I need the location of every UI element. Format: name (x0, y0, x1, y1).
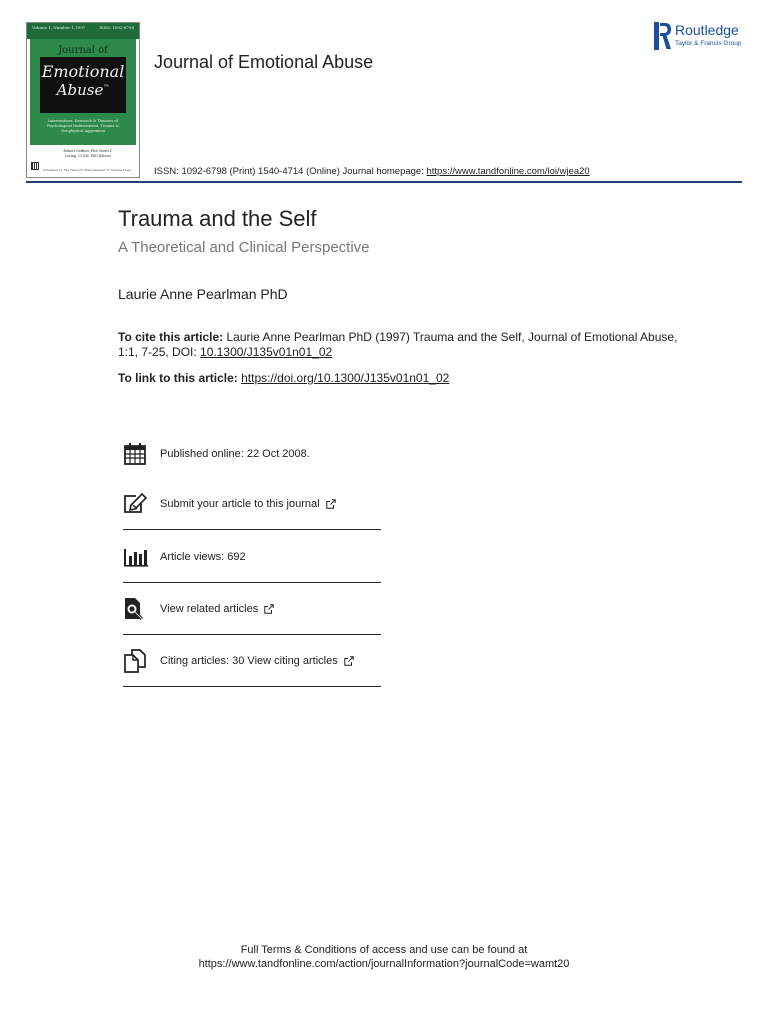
link-label: To link to this article: (118, 371, 242, 385)
cite-text: Laurie Anne Pearlman PhD (1997) Trauma and the Self, Journal of Emotional Abuse, 1:1, 7-25, DOI: (118, 330, 678, 359)
article-link-line (118, 371, 449, 385)
edit-icon (123, 492, 149, 516)
routledge-logo-icon (654, 22, 672, 50)
citing-documents-icon (123, 649, 149, 673)
cover-issn: ISSN: 1092-6798 (99, 25, 134, 30)
cite-label: To cite this article: (118, 330, 224, 344)
info-text: Published online: 22 Oct 2008. (160, 448, 310, 460)
doi-link[interactable]: 10.1300/J135v01n01_02 (200, 345, 333, 359)
article-doi-url-link[interactable]: https://doi.org/10.1300/J135v01n01_02 (241, 371, 450, 385)
cover-title-abuse: Abuse (56, 81, 104, 99)
info-related-articles[interactable] (123, 583, 381, 635)
info-text: Citing articles: 30 View citing articles (160, 654, 338, 667)
info-text: View related articles (160, 602, 259, 615)
external-link-icon (344, 656, 354, 666)
journal-title: Journal of Emotional Abuse (154, 52, 374, 72)
bar-chart-icon (123, 545, 149, 569)
header-divider (26, 181, 742, 183)
cover-publisher-note: Published by The Haworth Maltreatment & Trauma Press (43, 168, 132, 172)
info-published-online (123, 428, 381, 480)
info-text: Submit your article to this journal (160, 497, 320, 510)
publisher-logo (654, 22, 750, 52)
cover-editors: Robert Geffner, PhD Marti T. Loring, LCSW, PhD Editors (63, 149, 113, 158)
info-article-views (123, 531, 381, 583)
cover-journal-of: Journal of (58, 45, 108, 56)
issn-line (154, 166, 590, 177)
search-document-icon (123, 597, 149, 621)
journal-homepage-link[interactable]: https://www.tandfonline.com/loi/wjea20 (426, 166, 590, 177)
cover-trademark: ™ (103, 84, 110, 91)
article-title: Trauma and the Self (118, 206, 317, 231)
cover-barcode-icon (31, 162, 39, 170)
article-info-list (123, 428, 381, 667)
footer-line1: Full Terms & Conditions of access and use can be found at (240, 944, 528, 956)
external-link-icon (264, 604, 274, 614)
cover-volume: Volume 1, Number 1 1997 (32, 25, 86, 30)
cover-title-block (40, 57, 126, 113)
issn-text: ISSN: 1092-6798 (Print) 1540-4714 (Online) Journal homepage: (154, 166, 427, 177)
cover-title-line2 (40, 81, 126, 99)
cover-panel (30, 39, 136, 145)
cover-header (27, 23, 139, 39)
footer-terms (0, 943, 768, 971)
info-citing-articles[interactable] (123, 635, 381, 687)
article-author: Laurie Anne Pearlman PhD (118, 286, 288, 302)
external-link-icon (326, 499, 336, 509)
publisher-name: Routledge (675, 22, 739, 38)
publisher-group: Taylor & Francis Group (675, 40, 742, 47)
journal-cover-image (26, 22, 140, 178)
cover-title-line1: Emotional (41, 62, 125, 81)
footer-terms-url[interactable]: https://www.tandfonline.com/action/journalInformation?journalCode=wamt20 (198, 958, 570, 970)
cover-description: Interventions, Research & Theories of Psychological Maltreatment, Trauma & Nonphysical Aggression (47, 119, 119, 133)
citation-block (118, 330, 678, 360)
info-text: Article views: 692 (160, 550, 246, 563)
article-subtitle: A Theoretical and Clinical Perspective (118, 239, 370, 256)
info-submit-article[interactable] (123, 478, 381, 530)
calendar-icon (123, 442, 149, 466)
